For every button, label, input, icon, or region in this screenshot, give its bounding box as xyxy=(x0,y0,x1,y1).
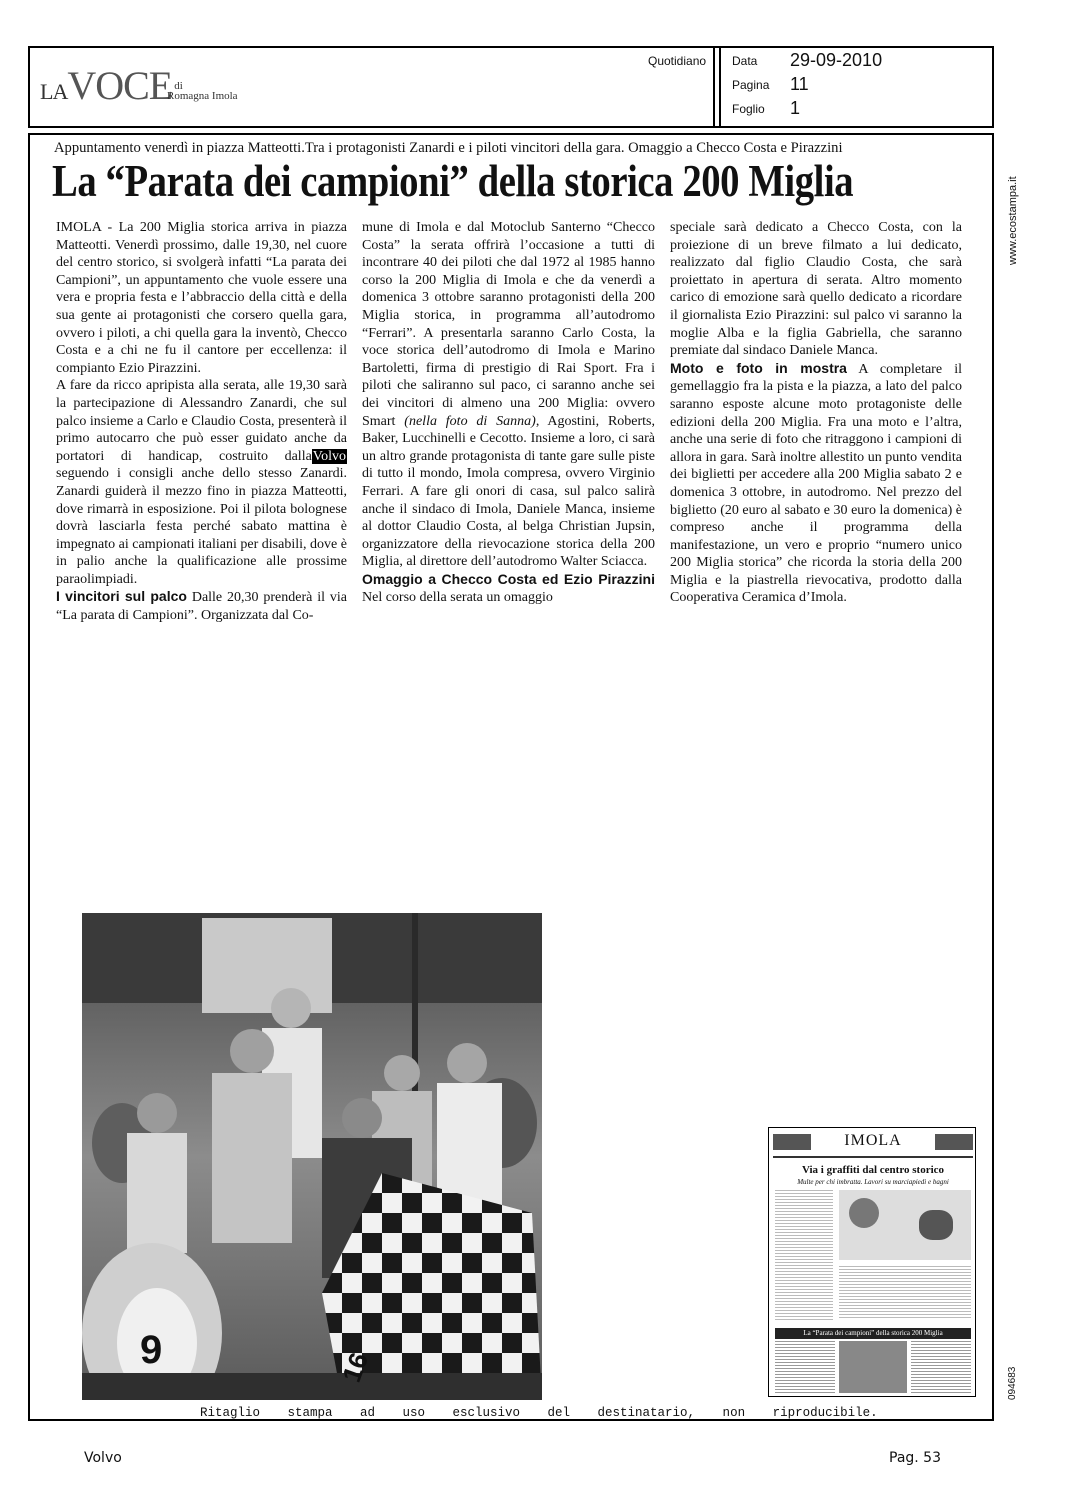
header-divider xyxy=(713,48,715,126)
side-code-text: 094683 xyxy=(1007,1366,1018,1400)
reproduction-notice: Ritaglio stampa ad uso esclusivo del destinatario, non riproducibile. xyxy=(200,1406,878,1420)
logo-voce: VOCE xyxy=(67,63,173,108)
subheading: Omaggio a Checco Costa ed Ezio Pirazzini xyxy=(362,570,655,587)
meta-value-sheet: 1 xyxy=(790,98,801,118)
thumbnail-block xyxy=(935,1134,973,1150)
article-column-1 xyxy=(56,219,347,625)
logo-la: LA xyxy=(40,79,68,104)
thumbnail-text-block xyxy=(911,1341,971,1393)
side-url-text: www.ecostampa.it xyxy=(1007,176,1019,265)
highlighted-keyword: Volvo xyxy=(312,448,346,464)
paragraph-text: Nel corso della serata un omaggio xyxy=(362,590,553,606)
photo-caption-ref: (nella foto di Sanna) xyxy=(404,413,536,429)
article-headline: La “Parata dei campioni” della storica 200 Miglia xyxy=(52,156,854,206)
bike-number: 9 xyxy=(140,1328,163,1372)
thumbnail-image xyxy=(839,1341,907,1393)
paragraph xyxy=(670,360,962,607)
article-column-3 xyxy=(670,219,962,607)
thumbnail-text-block xyxy=(775,1341,835,1393)
thumbnail-image xyxy=(839,1190,971,1260)
logo-subtitle: Romagna Imola xyxy=(167,90,238,102)
paragraph-text: mune di Imola e dal Motoclub Santerno “Checco Costa” la serata offrirà l’occasione a tutti di incontrare 40 dei piloti che dal 1972 al 1985 hanno corso la 200 Miglia di Imola e che da venerdì a domenica 3 ottobre saranno protagonisti della 200 Miglia storica, in programma all’autodromo “Ferrari”. A presentarla saranno Carlo Costa, la voce storica dell’autodromo di Imola e Marino Bartoletti, firma di prestigio di Rai Sport. Fra i piloti che saliranno sul paco, ci saranno anche sei dei vincitori di almeno una 200 Miglia: ovvero Smart xyxy=(362,220,655,429)
paragraph xyxy=(56,377,347,588)
side-url xyxy=(995,145,1019,265)
paragraph-text: seguendo i consigli anche dello stesso Zanardi. Zanardi guiderà il mezzo fino in piazza Matteotti, dove rimarrà in esposizione. Poi il pilota bolognese dovrà lasciarla festa perché sabato mattina è impegnato ai campionati italiani per disabili, dove è in palio anche la qualificazione alle prossime paraolimpiadi. xyxy=(56,466,347,587)
paragraph xyxy=(56,588,347,624)
header-divider xyxy=(719,48,721,126)
paragraph xyxy=(362,571,655,607)
page-thumbnail xyxy=(768,1127,976,1397)
meta-label-date: Data xyxy=(732,54,758,68)
subheading: Moto e foto in mostra xyxy=(670,359,847,376)
footer-keyword: Volvo xyxy=(84,1450,122,1466)
paragraph-text: Dalle 20,30 prenderà il via “La parata di Campioni”. Organizzata dal Co- xyxy=(56,590,348,624)
article-kicker: Appuntamento venerdì in piazza Matteotti.Tra i protagonisti Zanardi e i piloti vincitori della gara. Omaggio a Checco Costa e Pirazzini xyxy=(54,140,843,156)
paragraph-text: , Agostini, Roberts, Baker, Lucchinelli e Cecotto. Insieme a loro, ci sarà un altro grande protagonista di tante gare sulle piste di tutto il mondo, Imola compresa, ovvero Virginio Ferrari. A fare gli onori di casa, sul palco salirà anche il sindaco di Imola, Daniele Manca, insieme al dottor Claudio Costa, al belga Christian Jupsin, organizzatore della rievocazione storica della 200 Miglia, al direttore dell’autodromo Walter Sciacca. xyxy=(362,413,655,570)
header-box xyxy=(28,46,994,128)
meta-value-page: 11 xyxy=(790,74,809,94)
paragraph-text: A completare il gemellaggio fra la pista e la piazza, a lato del palco saranno esposte alcune moto protagoniste delle edizioni della 200 Miglia. Fra una moto e l’altra, anche una serie di foto che ritraggono i campioni di allora in gara. Sarà inoltre allestito un punto vendita dei biglietti per accedere alla 200 Miglia sabato 2 e domenica 3 ottobre, in autodromo. Nel prezzo del biglietto (20 euro al sabato e 30 euro la domenica) è compreso anche il programma della manifestazione, un vero e proprio “numero unico 200 Miglia storica” che ricorda la storia della 200 Miglia e la piastrella rievocativa, prodotto dalla Cooperativa Ceramica d’Imola. xyxy=(670,361,962,606)
paragraph: IMOLA - La 200 Miglia storica arriva in piazza Matteotti. Venerdì prossimo, dalle 19,30, nel cuore del centro storico, si svolgerà infatti “La parata dei Campioni”, un appuntamento che vuole essere una vera e propria festa e l’abbraccio della città e della sua gente ai protagonisti che corsero quella gara, ovvero i piloti, a chi quella gara la inventò, Checco Costa e a chi ne fu il cantore per eccellenza: il compianto Ezio Pirazzini. xyxy=(56,220,347,376)
thumbnail-masthead: IMOLA xyxy=(844,1132,902,1149)
thumbnail-rule xyxy=(773,1156,973,1158)
publication-type: Quotidiano xyxy=(648,54,707,68)
paragraph: speciale sarà dedicato a Checco Costa, con la proiezione di un breve filmato a lui dedicato, realizzato dal figlio Claudio Costa, che sarà proiettato in apertura di serata. Altro momento carico di emozione sarà quello dedicato a ricordare il giornalista Ezio Pirazzini: sul palco vi saranno la moglie Alba e la figlia Gabriella, che saranno premiate dal sindaco Daniele Manca. xyxy=(670,220,962,359)
article-column-2 xyxy=(362,219,655,607)
subheading: I vincitori sul palco xyxy=(56,588,187,605)
thumbnail-subline: Multe per chi imbratta. Lavori su marciapiedi e bagni xyxy=(797,1178,949,1186)
meta-label-sheet: Foglio xyxy=(732,102,765,116)
bike-number-2: 16 xyxy=(336,1348,375,1386)
side-code xyxy=(995,1340,1018,1400)
thumbnail-headline: Via i graffiti dal centro storico xyxy=(801,1164,945,1176)
footer-page-number: Pag. 53 xyxy=(889,1450,941,1466)
thumbnail-article-strip: La “Parata dei campioni” della storica 200 Miglia xyxy=(775,1328,971,1339)
photo-illustration xyxy=(82,913,542,1400)
newspaper-logo xyxy=(40,62,238,109)
thumbnail-block xyxy=(773,1134,811,1150)
meta-label-page: Pagina xyxy=(732,78,770,92)
thumbnail-text-block xyxy=(775,1190,833,1320)
meta-value-date: 29-09-2010 xyxy=(790,50,883,70)
thumbnail-text-block xyxy=(839,1266,971,1320)
article-photo xyxy=(82,913,542,1400)
logo-di: di xyxy=(174,80,183,92)
paragraph xyxy=(362,219,655,571)
paragraph-text: A fare da ricco apripista alla serata, alle 19,30 sarà la partecipazione di Alessandro Zanardi, che sul palco insieme a Carlo e Claudio Costa, presenterà il primo autocarro che può esser guidato anche da portatori di handicap, costruito dalla xyxy=(56,378,347,464)
